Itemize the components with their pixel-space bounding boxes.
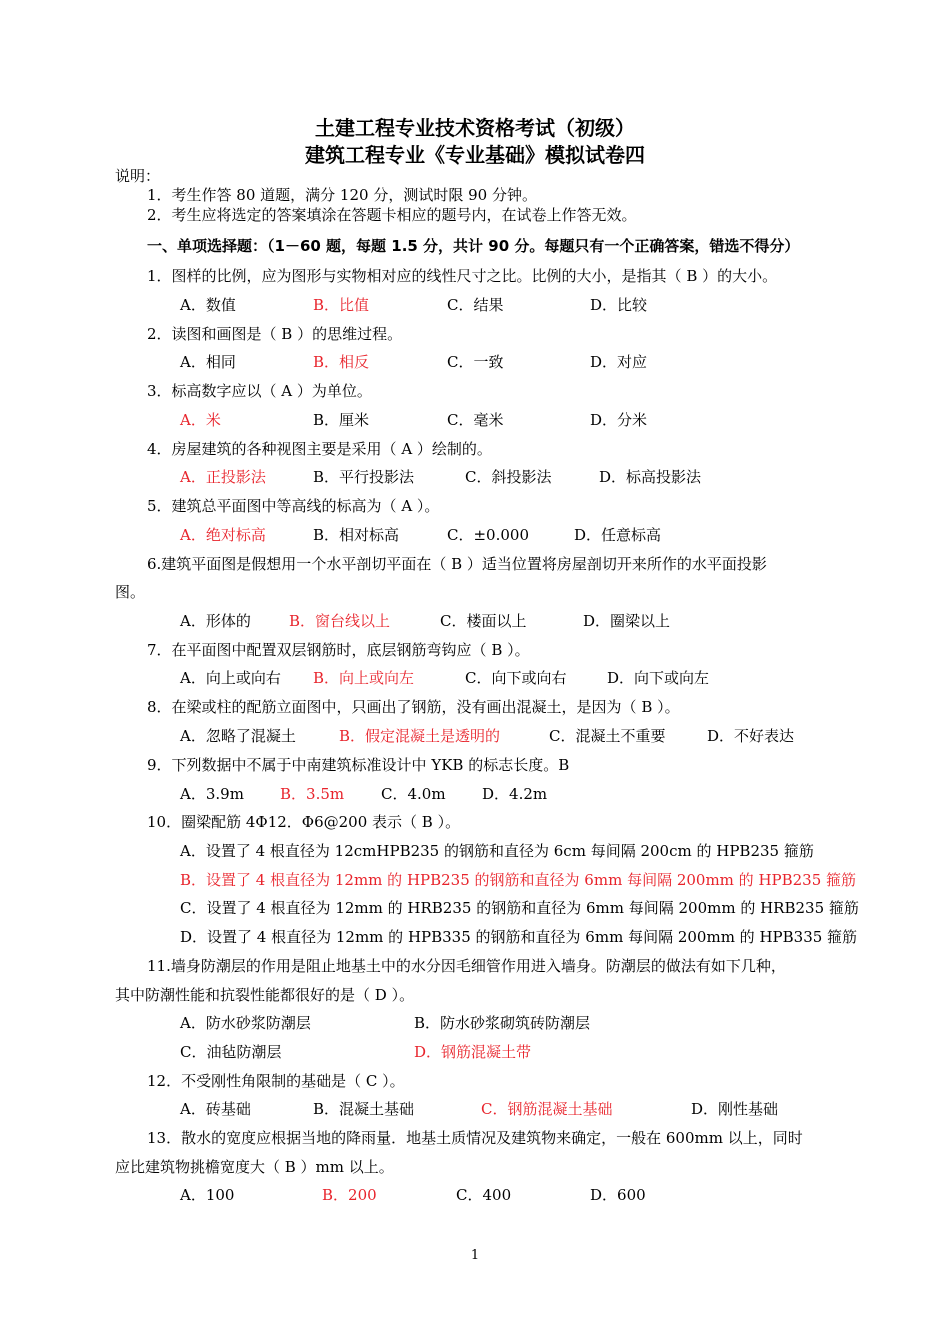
option: B．相对标高 [313,526,400,544]
question-stem-continued: 其中防潮性能和抗裂性能都很好的是（ D ）。 [115,986,415,1004]
option: C．4.0m [381,785,446,803]
question-stem-continued: 图。 [115,583,146,601]
question-stem: 6.建筑平面图是假想用一个水平剖切平面在（ B ）适当位置将房屋剖切开来所作的水平面投影 [147,555,767,573]
question-stem: 1．图样的比例，应为图形与实物相对应的线性尺寸之比。比例的大小，是指其（ B ）的大小。 [147,267,778,285]
option: D．刚性基础 [691,1100,779,1118]
option: B．厘米 [313,411,370,429]
option: D．分米 [590,411,648,429]
question-stem: 8．在梁或柱的配筋立面图中，只画出了钢筋，没有画出混凝土，是因为（ B ）。 [147,698,680,716]
question-stem: 9．下列数据中不属于中南建筑标准设计中 YKB 的标志长度。B [147,756,570,774]
option: C．±0.000 [447,526,529,544]
exam-subtitle: 建筑工程专业《专业基础》模拟试卷四 [305,143,645,167]
option: C．一致 [447,353,504,371]
option-correct: B．设置了 4 根直径为 12mm 的 HPB235 的钢筋和直径为 6mm 每间隔 200mm 的 HPB235 箍筋 [180,871,857,889]
option: C．混凝土不重要 [549,727,666,745]
question-stem: 12．不受刚性角限制的基础是（ C ）。 [147,1072,405,1090]
section-heading: 一、单项选择题：（1－60 题，每题 1.5 分，共计 90 分。每题只有一个正确答案，错选不得分） [147,237,800,255]
question-stem: 5．建筑总平面图中等高线的标高为（ A ）。 [147,497,440,515]
option-correct: B．假定混凝土是透明的 [339,727,501,745]
option: C．毫米 [447,411,504,429]
option: D．圈梁以上 [583,612,671,630]
option: C．结果 [447,296,504,314]
option: B．平行投影法 [313,468,415,486]
option: A．100 [180,1186,235,1204]
option: D．4.2m [482,785,548,803]
instructions-label: 说明： [115,167,161,185]
option: D．对应 [590,353,648,371]
option: C．斜投影法 [465,468,552,486]
option-correct: B．3.5m [280,785,345,803]
option: A．忽略了混凝土 [180,727,296,745]
question-stem-continued: 应比建筑物挑檐宽度大（ B ）mm 以上。 [115,1158,394,1176]
option: B．混凝土基础 [313,1100,415,1118]
option: D．标高投影法 [599,468,702,486]
option: A．形体的 [180,612,251,630]
option-correct: B．200 [322,1186,377,1204]
exam-title: 土建工程专业技术资格考试（初级） [315,116,635,140]
option: A．防水砂浆防潮层 [180,1014,311,1032]
question-stem: 2．读图和画图是（ B ）的思维过程。 [147,325,403,343]
instruction-item: 2．考生应将选定的答案填涂在答题卡相应的题号内，在试卷上作答无效。 [147,206,637,224]
question-stem: 3．标高数字应以（ A ）为单位。 [147,382,372,400]
option-correct: A．绝对标高 [180,526,266,544]
page-number: 1 [470,1248,480,1263]
option: B．防水砂浆砌筑砖防潮层 [414,1014,591,1032]
option: D．向下或向左 [607,669,710,687]
option: C．油毡防潮层 [180,1043,282,1061]
option-correct: B．向上或向左 [313,669,415,687]
option-correct: A．米 [180,411,221,429]
option: C．向下或向右 [465,669,567,687]
option: D．比较 [590,296,648,314]
option: D．600 [590,1186,646,1204]
option: D．设置了 4 根直径为 12mm 的 HPB335 的钢筋和直径为 6mm 每间隔 200mm 的 HPB335 箍筋 [180,928,858,946]
question-stem: 4．房屋建筑的各种视图主要是采用（ A ）绘制的。 [147,440,492,458]
option: A．砖基础 [180,1100,251,1118]
option: C．400 [456,1186,512,1204]
option: C．设置了 4 根直径为 12mm 的 HRB235 的钢筋和直径为 6mm 每间隔 200mm 的 HRB235 箍筋 [180,899,859,917]
option-correct: A．正投影法 [180,468,266,486]
option: D．不好表达 [707,727,795,745]
option: D．任意标高 [574,526,662,544]
question-stem: 10．圈梁配筋 4Φ12．Φ6@200 表示（ B ）。 [147,813,461,831]
option-correct: D．钢筋混凝土带 [414,1043,532,1061]
option: A．相同 [180,353,236,371]
option: A．设置了 4 根直径为 12cmHPB235 的钢筋和直径为 6cm 每间隔 200cm 的 HPB235 箍筋 [180,842,814,860]
question-stem: 7．在平面图中配置双层钢筋时，底层钢筋弯钩应（ B ）。 [147,641,530,659]
instruction-item: 1．考生作答 80 道题，满分 120 分，测试时限 90 分钟。 [147,186,537,204]
option: A．3.9m [180,785,244,803]
option-correct: B．窗台线以上 [289,612,391,630]
question-stem: 13．散水的宽度应根据当地的降雨量．地基土质情况及建筑物来确定，一般在 600mm 以上，同时 [147,1129,803,1147]
option-correct: B．相反 [313,353,370,371]
question-stem: 11.墙身防潮层的作用是阻止地基土中的水分因毛细管作用进入墙身。防潮层的做法有如下几种， [147,957,786,975]
option-correct: C．钢筋混凝土基础 [481,1100,613,1118]
option: A．数值 [180,296,236,314]
option: C．楼面以上 [440,612,527,630]
option-correct: B．比值 [313,296,370,314]
option: A．向上或向右 [180,669,281,687]
